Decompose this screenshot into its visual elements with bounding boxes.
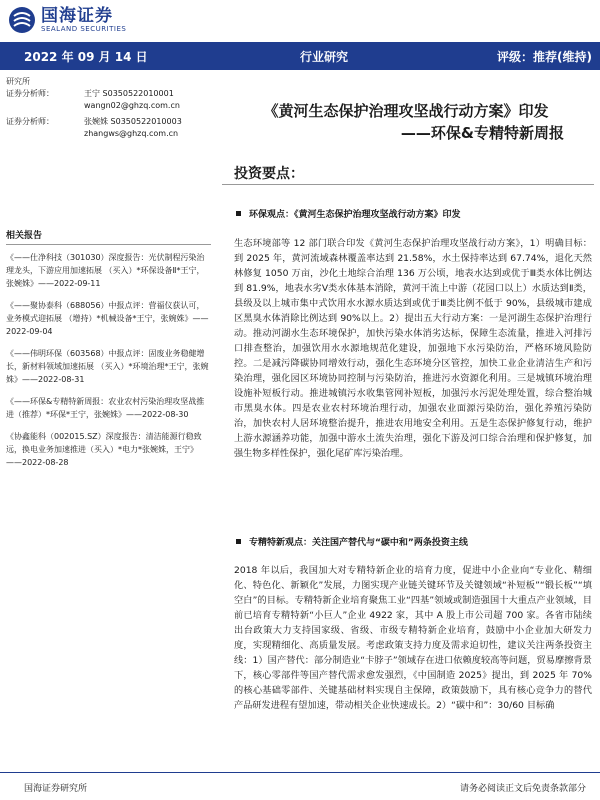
related-report-item[interactable]: 《——仕净科技（301030）深度报告：光伏制程污染治理龙头，下游应用加速拓展 （买入）*环保设备Ⅱ*王宁，张婉姝》——2022-09-11	[6, 253, 205, 288]
analyst-1	[6, 88, 211, 112]
analyst-role: 证券分析师：	[6, 117, 54, 126]
analyst-email[interactable]: zhangws@ghzq.com.cn	[84, 129, 179, 138]
analyst-2	[6, 116, 211, 140]
analyst-name: 王宁 S0350522010001	[84, 89, 174, 98]
report-subtitle: ——环保&专精特新周报	[400, 124, 564, 142]
related-report-item[interactable]: 《——环保&专精特新周报：农业农村污染治理攻坚战推进（推荐）*环保*王宁，张婉姝》——2022-08-30	[6, 397, 205, 419]
keypoints-title: 投资要点：	[234, 166, 304, 182]
related-report-item[interactable]: 《——聚协泰科（688056）中报点评：营福仪获认可，业务模式迎拓展 （增持）*机械设备*王宁，张婉姝》——2022-09-04	[6, 301, 209, 336]
section-heading-text: 专精特新观点：关注国产替代与“碳中和”两条投资主线	[249, 538, 468, 548]
square-bullet-icon	[236, 539, 241, 544]
square-bullet-icon	[236, 211, 241, 216]
report-date: 2022 年 09 月 14 日	[24, 50, 148, 64]
report-header	[0, 0, 600, 42]
related-report-item[interactable]: 《——伟明环保（603568）中报点评：固废业务稳健增长，新材料领域加速拓展 （买入）*环境治理*王宁，张婉姝》——2022-08-31	[6, 349, 209, 384]
brand-logo	[8, 6, 126, 34]
section-specialized-body: 2018 年以后，我国加大对专精特新企业的培育力度，促进中小企业向“专业化、精细化、特色化、新颖化”发展，力图实现产业链关键环节及关键领域“补短板”“锻长板”“填空白”的目标。专精特新企业培育聚焦工业“四基”领域或制造强国十大重点产业领域，目前已培育专精特新“小巨人”企业 4922 家，其中 A 股上市公司超 700 家。各省市陆续出台政策大力支持国家级、省级、市级专精特新企业培育，鼓励中小企业加大研发力度，实现精细化、高质量发展。考虑政策支持力度及需求迫切性，建议关注两条投资主线：1）国产替代：部分制造业“卡脖子”领域存在进口依赖度较高等问题，贸易摩擦背景下，核心零部件等国产替代需求愈发强烈，《中国制造 2025》提出，到 2025 年 70%的核心基础零部件、关键基础材料实现自主保障，政策鼓励下，具有核心竞争力的替代产品研发进程有望加速，带动相关企业快速成长。2）“碳中和”：30/60 目标确	[234, 565, 592, 711]
analyst-name: 张婉姝 S0350522010003	[84, 117, 182, 126]
report-type: 行业研究	[300, 50, 349, 64]
section-heading-text: 环保观点：《黄河生态保护治理攻坚战行动方案》印发	[249, 210, 461, 220]
section-environment-body: 生态环境部等 12 部门联合印发《黄河生态保护治理攻坚战行动方案》，1）明确目标：到 2025 年，黄河流域森林覆盖率达到 21.58%，水土保持率达到 67.74%，退化天然林修复 1050 万亩，沙化土地综合治理 136 万公顷，地表水达到或优于Ⅲ类水体比例达到 81.9%，地表水劣Ⅴ类水体基本消除，黄河干流上中游（花园口以上）水质达到Ⅱ类，县级及以上城市集中式饮用水水源水质达到或优于Ⅲ类比例不低于 90%，县级城市建成区黑臭水体消除比例达到 90%以上。2）提出五大行动方案：一是河湖生态保护治理行动。推动河湖水生态环境保护，加快污染水体消劣达标，保障生态流量，推进入河排污口排查整治，加强饮用水水源地规范化建设，加强地下水污染防治，严格环境风险防控。二是减污降碳协同增效行动，强化生态环境分区管控，加快工业企业清洁生产和污染治理，强化园区环境协同控制与污染防治，推进污水资源化利用。三是城镇环境治理设施补短板行动。推进城镇污水收集管网补短板，加强污水污泥处理处置，综合整治城市黑臭水体。四是农业农村环境治理行动，加强农业面源污染防治，强化养殖污染防治，加快农村人居环境整治提升，推进农用地安全利用。五是生态保护修复行动，维护上游水源涵养功能，加强中游水土流失治理，强化下游及河口综合治理和保护修复，加强生物多样性保护，强化尾矿库污染治理。	[234, 238, 592, 459]
brand-logo-icon	[8, 6, 36, 34]
divider	[222, 184, 594, 185]
related-report-item[interactable]: 《协鑫能科（002015.SZ）深度报告：清洁能源行稳致远，换电业务加速推进（买入）*电力*张婉姝，王宁》——2022-08-28	[6, 432, 202, 467]
section-specialized-heading	[236, 535, 468, 548]
report-rating: 评级：推荐(维持)	[497, 50, 592, 64]
section-environment-heading	[236, 207, 461, 220]
page-footer	[0, 772, 600, 800]
sidebar	[6, 76, 211, 478]
analyst-email[interactable]: wangn02@ghzq.com.cn	[84, 101, 180, 110]
info-bar	[0, 42, 600, 70]
report-title: 《黄河生态保护治理攻坚战行动方案》印发	[263, 102, 549, 120]
footer-disclaimer: 请务必阅读正文后免责条款部分	[459, 784, 586, 794]
footer-institute: 国海证券研究所	[24, 784, 88, 794]
analyst-role: 证券分析师：	[6, 89, 54, 98]
research-label: 研究所	[6, 77, 30, 86]
related-reports-title: 相关报告	[6, 230, 211, 245]
brand-name-cn: 国海证券	[41, 5, 113, 26]
brand-name-en: SEALAND SECURITIES	[41, 24, 127, 33]
